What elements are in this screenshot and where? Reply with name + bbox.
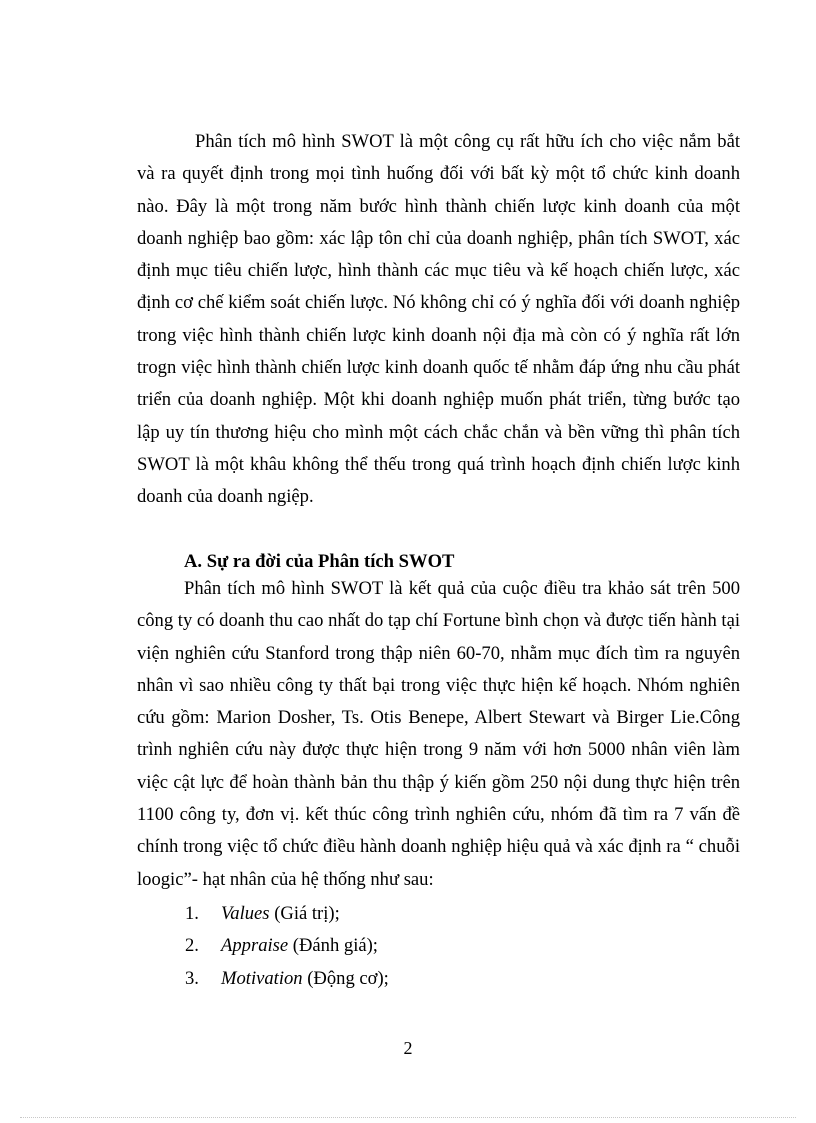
numbered-list <box>185 898 389 995</box>
list-item-text: (Động cơ); <box>302 967 389 989</box>
list-item-number: 3. <box>185 967 199 989</box>
list-item <box>185 963 389 995</box>
list-item <box>185 898 389 930</box>
page-bottom-divider <box>20 1117 796 1118</box>
page-number: 2 <box>403 1038 413 1058</box>
list-item-text: (Đánh giá); <box>288 935 378 957</box>
list-item-number: 1. <box>185 903 199 924</box>
list-item-text: (Giá trị); <box>269 903 340 924</box>
section-paragraph: Phân tích mô hình SWOT là kết quả của cuộc điều tra khảo sát trên 500 công ty có doanh thu cao nhất do tạp chí Fortune bình chọn và được tiến hành tại viện nghiên cứu Stanford trong thập niên 60-70, nhằm mục đích tìm ra nguyên nhân vì sao nhiều công ty thất bại trong việc thực hiện kế hoạch. Nhóm nghiên cứu gồm: Marion Dosher, Ts. Otis Benepe, Albert Stewart và Birger Lie.Công trình nghiên cứu này được thực hiện trong 9 năm với hơn 5000 nhân viên làm việc cật lực để hoàn thành bản thu thập ý kiến gồm 250 nội dung thực hiện trên 1100 công ty, đơn vị. kết thúc công trình nghiên cứu, nhóm đã tìm ra 7 vấn đề chính trong việc tổ chức điều hành doanh nghiệp hiệu quả và xác định ra “ chuỗi loogic”- hạt nhân của hệ thống như sau: <box>137 578 740 890</box>
list-item-term: Values <box>221 903 270 924</box>
list-item-number: 2. <box>185 935 199 957</box>
list-item-term: Appraise <box>221 935 289 957</box>
section-heading: A. Sự ra đời của Phân tích SWOT <box>184 551 455 572</box>
list-item <box>185 930 389 962</box>
intro-paragraph: Phân tích mô hình SWOT là một công cụ rất hữu ích cho việc nắm bắt và ra quyết định trong mọi tình huống đối với bất kỳ một tổ chức kinh doanh nào. Đây là một trong năm bước hình thành chiến lược kinh doanh của một doanh nghiệp bao gồm: xác lập tôn chỉ của doanh nghiệp, phân tích SWOT, xác định mục tiêu chiến lược, hình thành các mục tiêu và kế hoạch chiến lược, xác định cơ chế kiểm soát chiến lược. Nó không chỉ có ý nghĩa đối với doanh nghiệp trong việc hình thành chiến lược kinh doanh nội địa mà còn có ý nghĩa rất lớn trogn việc hình thành chiến lược kinh doanh quốc tế nhằm đáp ứng nhu cầu phát triển của doanh nghiệp. Một khi doanh nghiệp muốn phát triển, từng bước tạo lập uy tín thương hiệu cho mình một cách chắc chắn và bền vững thì phân tích SWOT là một khâu không thể thếu trong quá trình hoạch định chiến lược kinh doanh của doanh ngiệp. <box>137 131 740 508</box>
list-item-term: Motivation <box>221 967 303 989</box>
